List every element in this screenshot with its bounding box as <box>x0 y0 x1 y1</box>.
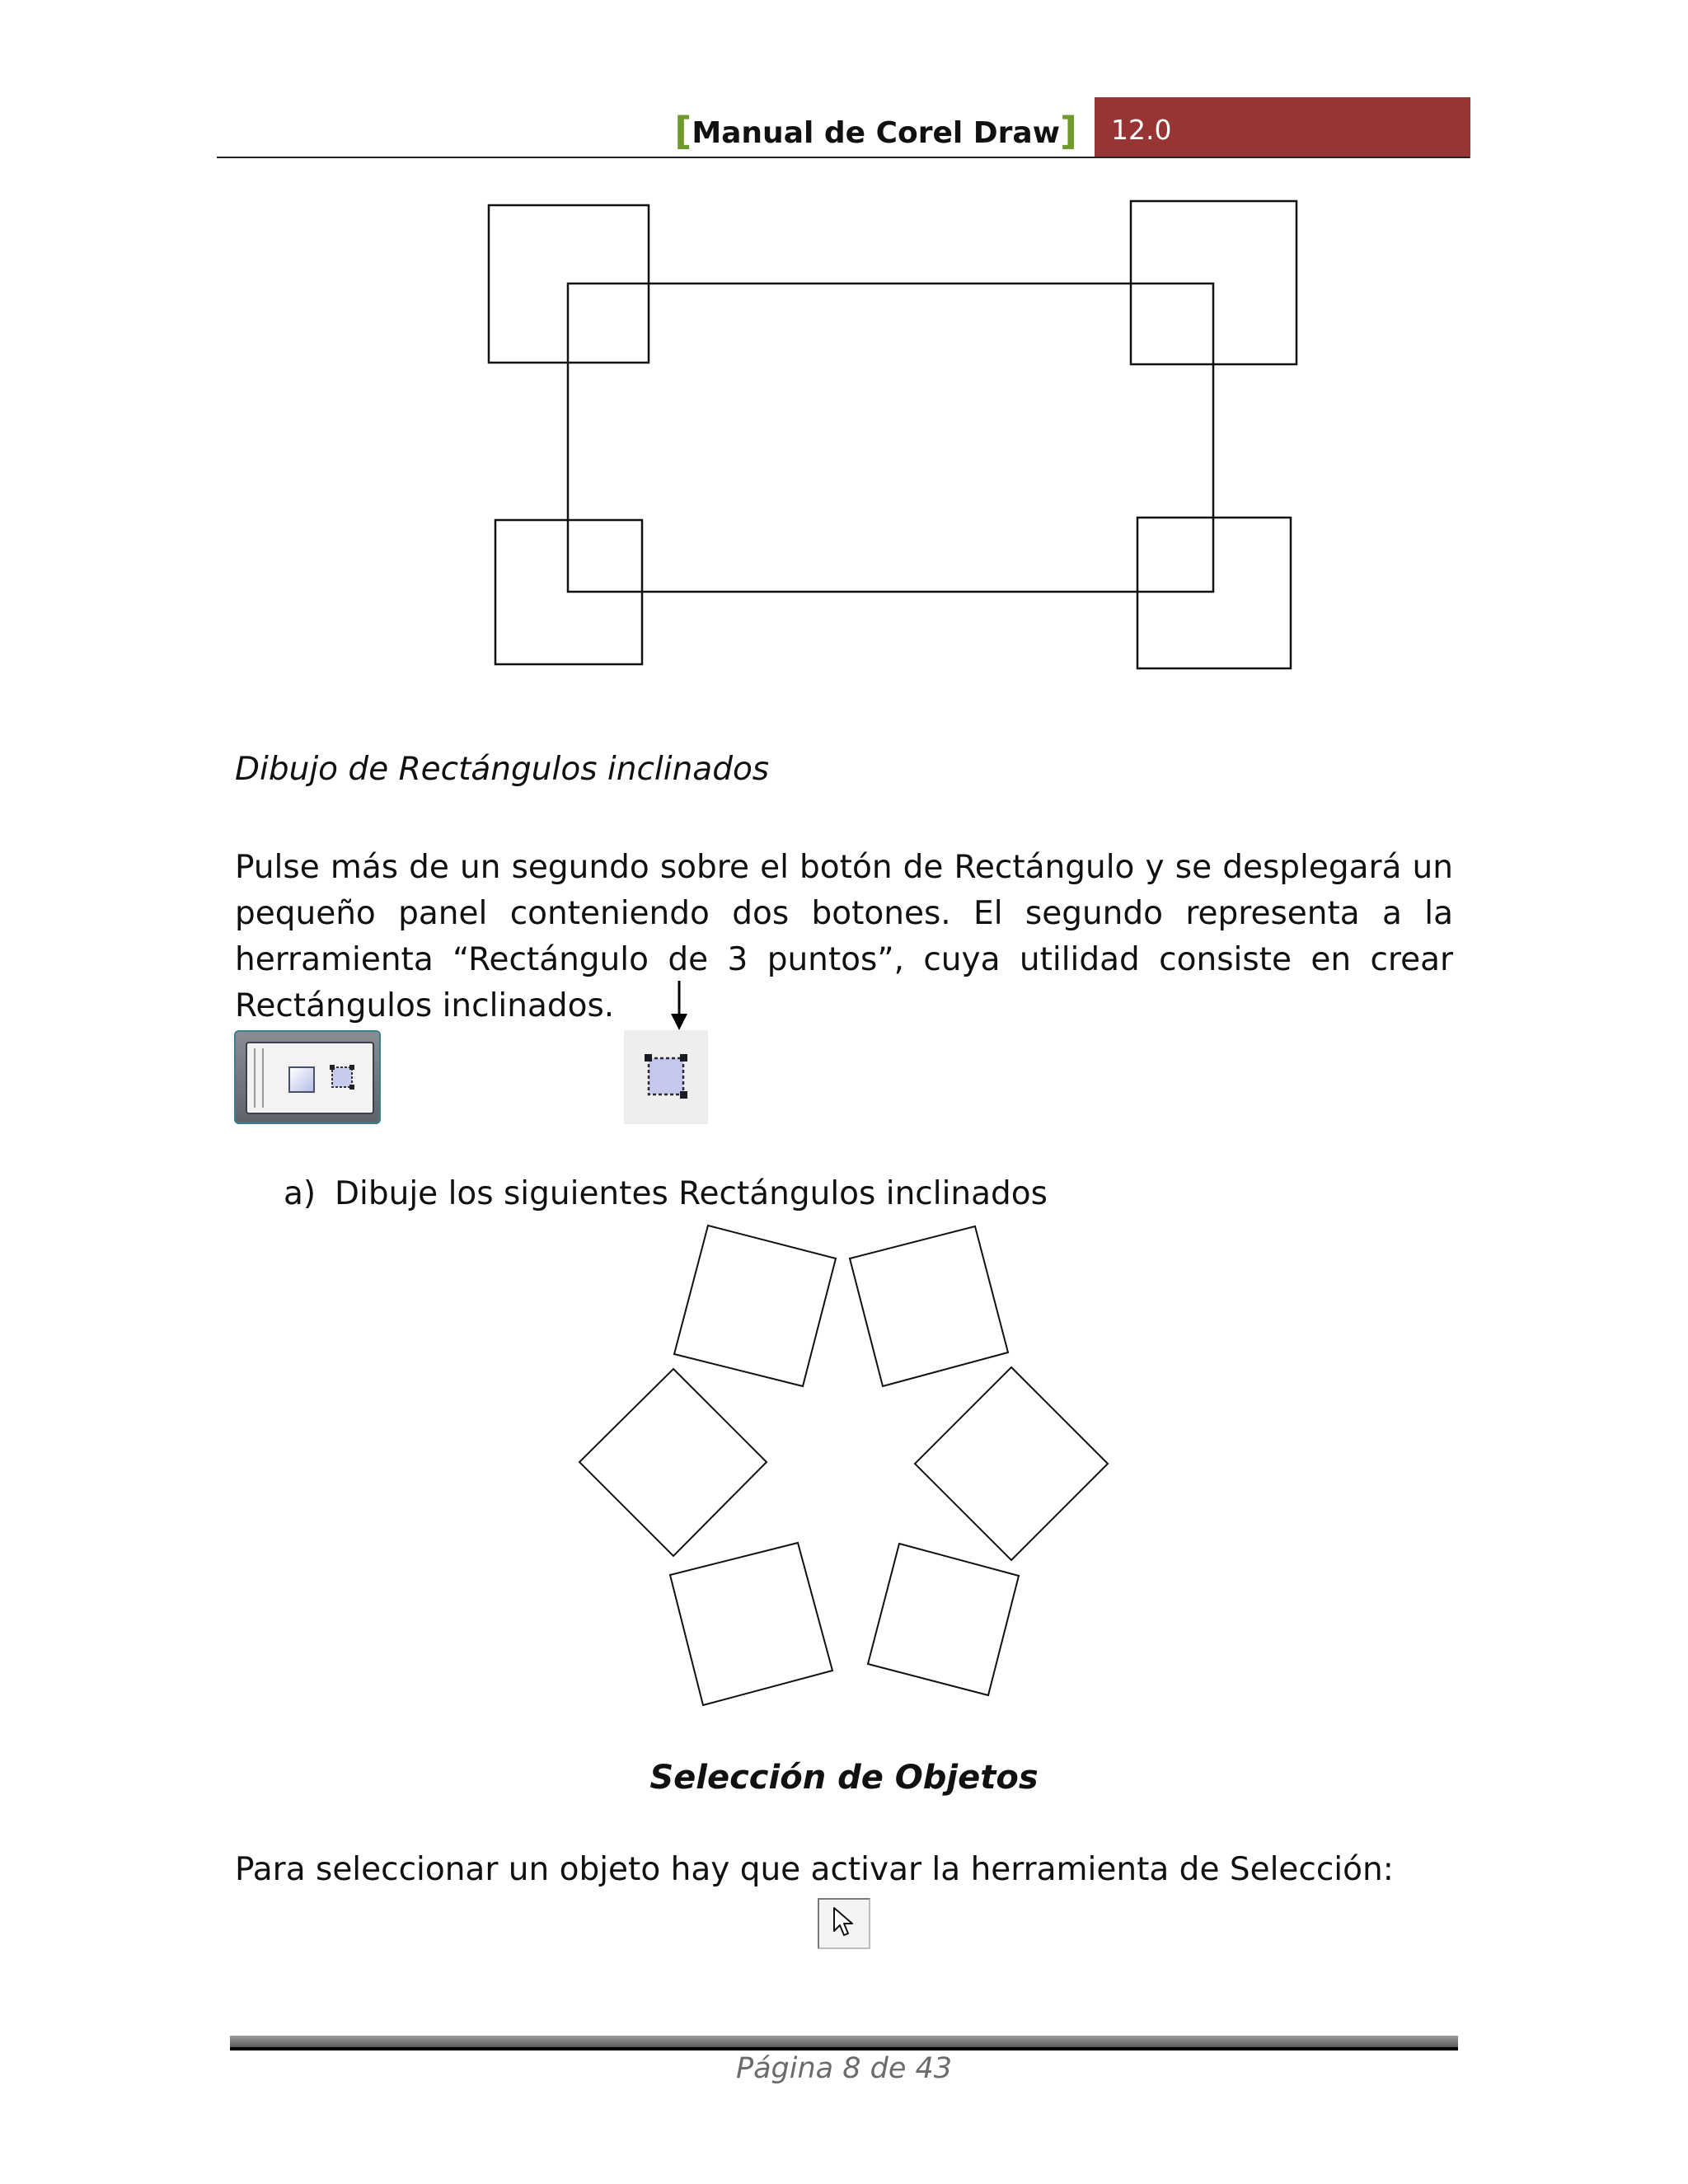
flyout-grip[interactable] <box>254 1048 264 1108</box>
rectangle-icon[interactable] <box>288 1066 315 1093</box>
tilted-square-bottom-left <box>670 1543 832 1705</box>
footer-bar <box>230 2036 1458 2047</box>
rectangle-tool-flyout <box>234 1030 381 1124</box>
tilted-square-middle-right <box>915 1367 1108 1560</box>
flyout-panel <box>246 1042 374 1114</box>
central-rectangle <box>568 284 1213 592</box>
section-subtitle: Dibujo de Rectángulos inclinados <box>235 751 770 788</box>
three-point-rectangle-icon[interactable] <box>328 1063 356 1091</box>
page-number: Página 8 de 43 <box>735 2052 953 2085</box>
tilted-square-top-left <box>674 1226 836 1386</box>
exercise-item <box>284 1175 1048 1212</box>
header-bracket-open: [ <box>674 109 692 153</box>
body-paragraph: Pulse más de un segundo sobre el botón de Rectángulo y se desplegará un pequeño panel conteniendo dos botones. El segundo representa a la herramienta “Rectángulo de 3 puntos”, cuya utilidad consiste en crear Rectángulos inclinados. <box>235 849 1453 1024</box>
tilted-square-middle-left <box>579 1369 767 1556</box>
pick-tool-button[interactable] <box>818 1898 870 1949</box>
pointer-arrow-icon <box>831 1906 857 1939</box>
tilted-squares-figure <box>0 1212 1688 1722</box>
down-arrow-icon <box>664 979 694 1032</box>
three-point-rectangle-icon <box>644 1053 688 1099</box>
section-heading: Selección de Objetos <box>649 1759 1039 1797</box>
footer-line <box>230 2047 1458 2050</box>
header-version: 12.0 <box>1111 114 1172 146</box>
exercise-text: Dibuje los siguientes Rectángulos inclinados <box>335 1175 1048 1212</box>
three-point-rectangle-tool-enlarged[interactable] <box>624 1030 708 1124</box>
tilted-square-bottom-right <box>868 1544 1019 1695</box>
header-bracket-close: ] <box>1059 109 1077 153</box>
tilted-square-top-right <box>850 1226 1008 1386</box>
header-title-text: Manual de Corel Draw <box>692 116 1060 150</box>
rectangle-corners-figure <box>0 0 1688 742</box>
exercise-marker: a) <box>284 1175 316 1212</box>
selection-paragraph: Para seleccionar un objeto hay que activar la herramienta de Selección: <box>235 1851 1394 1888</box>
